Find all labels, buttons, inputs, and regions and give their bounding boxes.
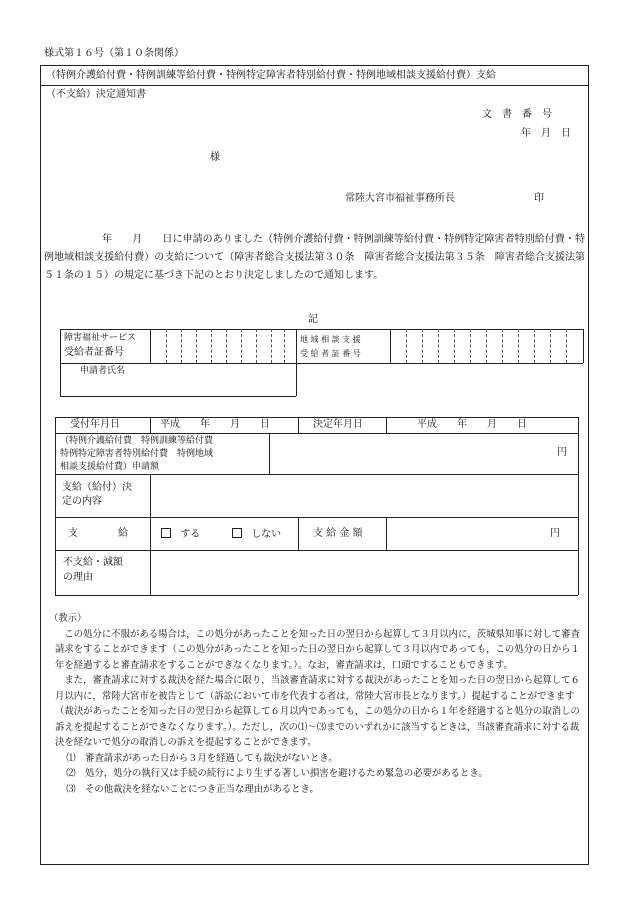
decision-date-label: 決定年月日 xyxy=(313,419,363,430)
received-date-value: 平成 年 月 日 xyxy=(160,419,270,430)
recipient-suffix: 様 xyxy=(210,152,220,163)
date-label: 年 月 日 xyxy=(521,128,571,139)
ki-mark: 記 xyxy=(308,314,318,325)
checkbox-yes[interactable] xyxy=(161,528,171,538)
applicant-name-label: 申請者氏名 xyxy=(80,366,126,376)
reason-label-1: 不支給・減額 xyxy=(63,557,123,568)
amount-paid-label: 支 給 金 額 xyxy=(313,528,363,539)
requested-amount-label-3: 相談支援給付費）申請額 xyxy=(60,462,160,472)
chiiki-cert-label-1: 地 域 相 談 支 援 xyxy=(300,335,361,344)
option-no[interactable] xyxy=(232,528,281,541)
title-divider xyxy=(40,85,589,86)
title-line-1: （特例介護給付費・特例訓練等給付費・特例特定障害者特別給付費・特例地域相談支援給付費）支給 xyxy=(46,70,496,81)
body-paragraph: 年 月 日に申請のありました（特例介護給付費・特例訓練等給付費・特例特定障害者特別給付費・特例地域相談支援給付費）の支給について（障害者総合支援法第３０条 障害者総合支援法第３５条 障害者総合支援法第５１条の１５）の規定に基づき下記のとおり決定しましたので通知します。 xyxy=(44,234,585,281)
seal-mark: 印 xyxy=(534,193,544,204)
notice-item-2: ⑵ 処分，処分の執行又は手続の続行により生ずる著しい損害を避けるため緊急の必要があるとき。 xyxy=(66,768,488,779)
title-line-2: （不支給）決定通知書 xyxy=(46,89,146,100)
checkbox-no[interactable] xyxy=(232,528,242,538)
service-cert-label-2: 受給者証番号 xyxy=(64,347,124,358)
notice-item-3: ⑶ その他裁決を経ないことにつき正当な理由があるとき。 xyxy=(66,783,319,795)
option-yes[interactable] xyxy=(161,528,200,541)
option-no-label: しない xyxy=(251,529,282,540)
notice-heading: （教示） xyxy=(49,613,87,624)
option-yes-label: する xyxy=(180,529,201,540)
content-label-1: 支給（給付）決 xyxy=(62,482,132,493)
notice-section xyxy=(49,611,585,797)
form-number: 様式第１６号（第１０条関係） xyxy=(44,48,184,59)
decision-date-value: 平成 年 月 日 xyxy=(417,419,527,430)
requested-amount-yen: 円 xyxy=(557,447,567,458)
requested-amount-label-2: 特例特定障害者特別給付費 特例地域 xyxy=(60,449,214,459)
reason-label-2: の理由 xyxy=(63,572,93,583)
notice-paragraph-1: この処分に不服がある場合は，この処分があったことを知った日の翌日から起算して３月以内に，茨城県知事に対して審査請求をすることができます（この処分があったことを知った日の翌日から起算して３月以内であっても，この処分の日から１年を経過すると審査請求をすることができなくなります。）。なお，審査請求は，口頭ですることもできます。 xyxy=(55,628,580,671)
amount-paid-yen: 円 xyxy=(550,528,560,539)
issuer-name: 常陸大宮市福祉事務所長 xyxy=(345,193,455,204)
shikyu-label: 支 給 xyxy=(68,528,128,539)
chiiki-cert-label-2: 受 給 者 証 番 号 xyxy=(300,349,361,358)
content-label-2: 定の内容 xyxy=(62,496,102,507)
notice-paragraph-2: また，審査請求に対する裁決を経た場合に限り，当該審査請求に対する裁決があったことを知った日の翌日から起算して６月以内に，常陸大宮市を被告として（訴訟において市を代表する者は，常陸大宮市長となります。）提起することができます（裁決があったことを知った日の翌日から起算して６月以内であっても，この処分の日から１年を経過すると処分の取消しの訴えを提起することができなくなります。）。ただし，次の⑴～⑶までのいずれかに該当するときは，当該審査請求に対する裁決を経ないで処分の取消しの訴えを提起することができます。 xyxy=(55,675,580,748)
service-cert-label-1: 障害福祉サービス xyxy=(64,333,137,343)
document-number-label: 文 書 番 号 xyxy=(482,109,552,120)
notice-item-1: ⑴ 審査請求があった日から３月を経過しても裁決がないとき。 xyxy=(66,752,338,764)
received-date-label: 受付年月日 xyxy=(70,419,120,430)
requested-amount-label-1: （特例介護給付費 特例訓練等給付費 xyxy=(60,436,214,446)
